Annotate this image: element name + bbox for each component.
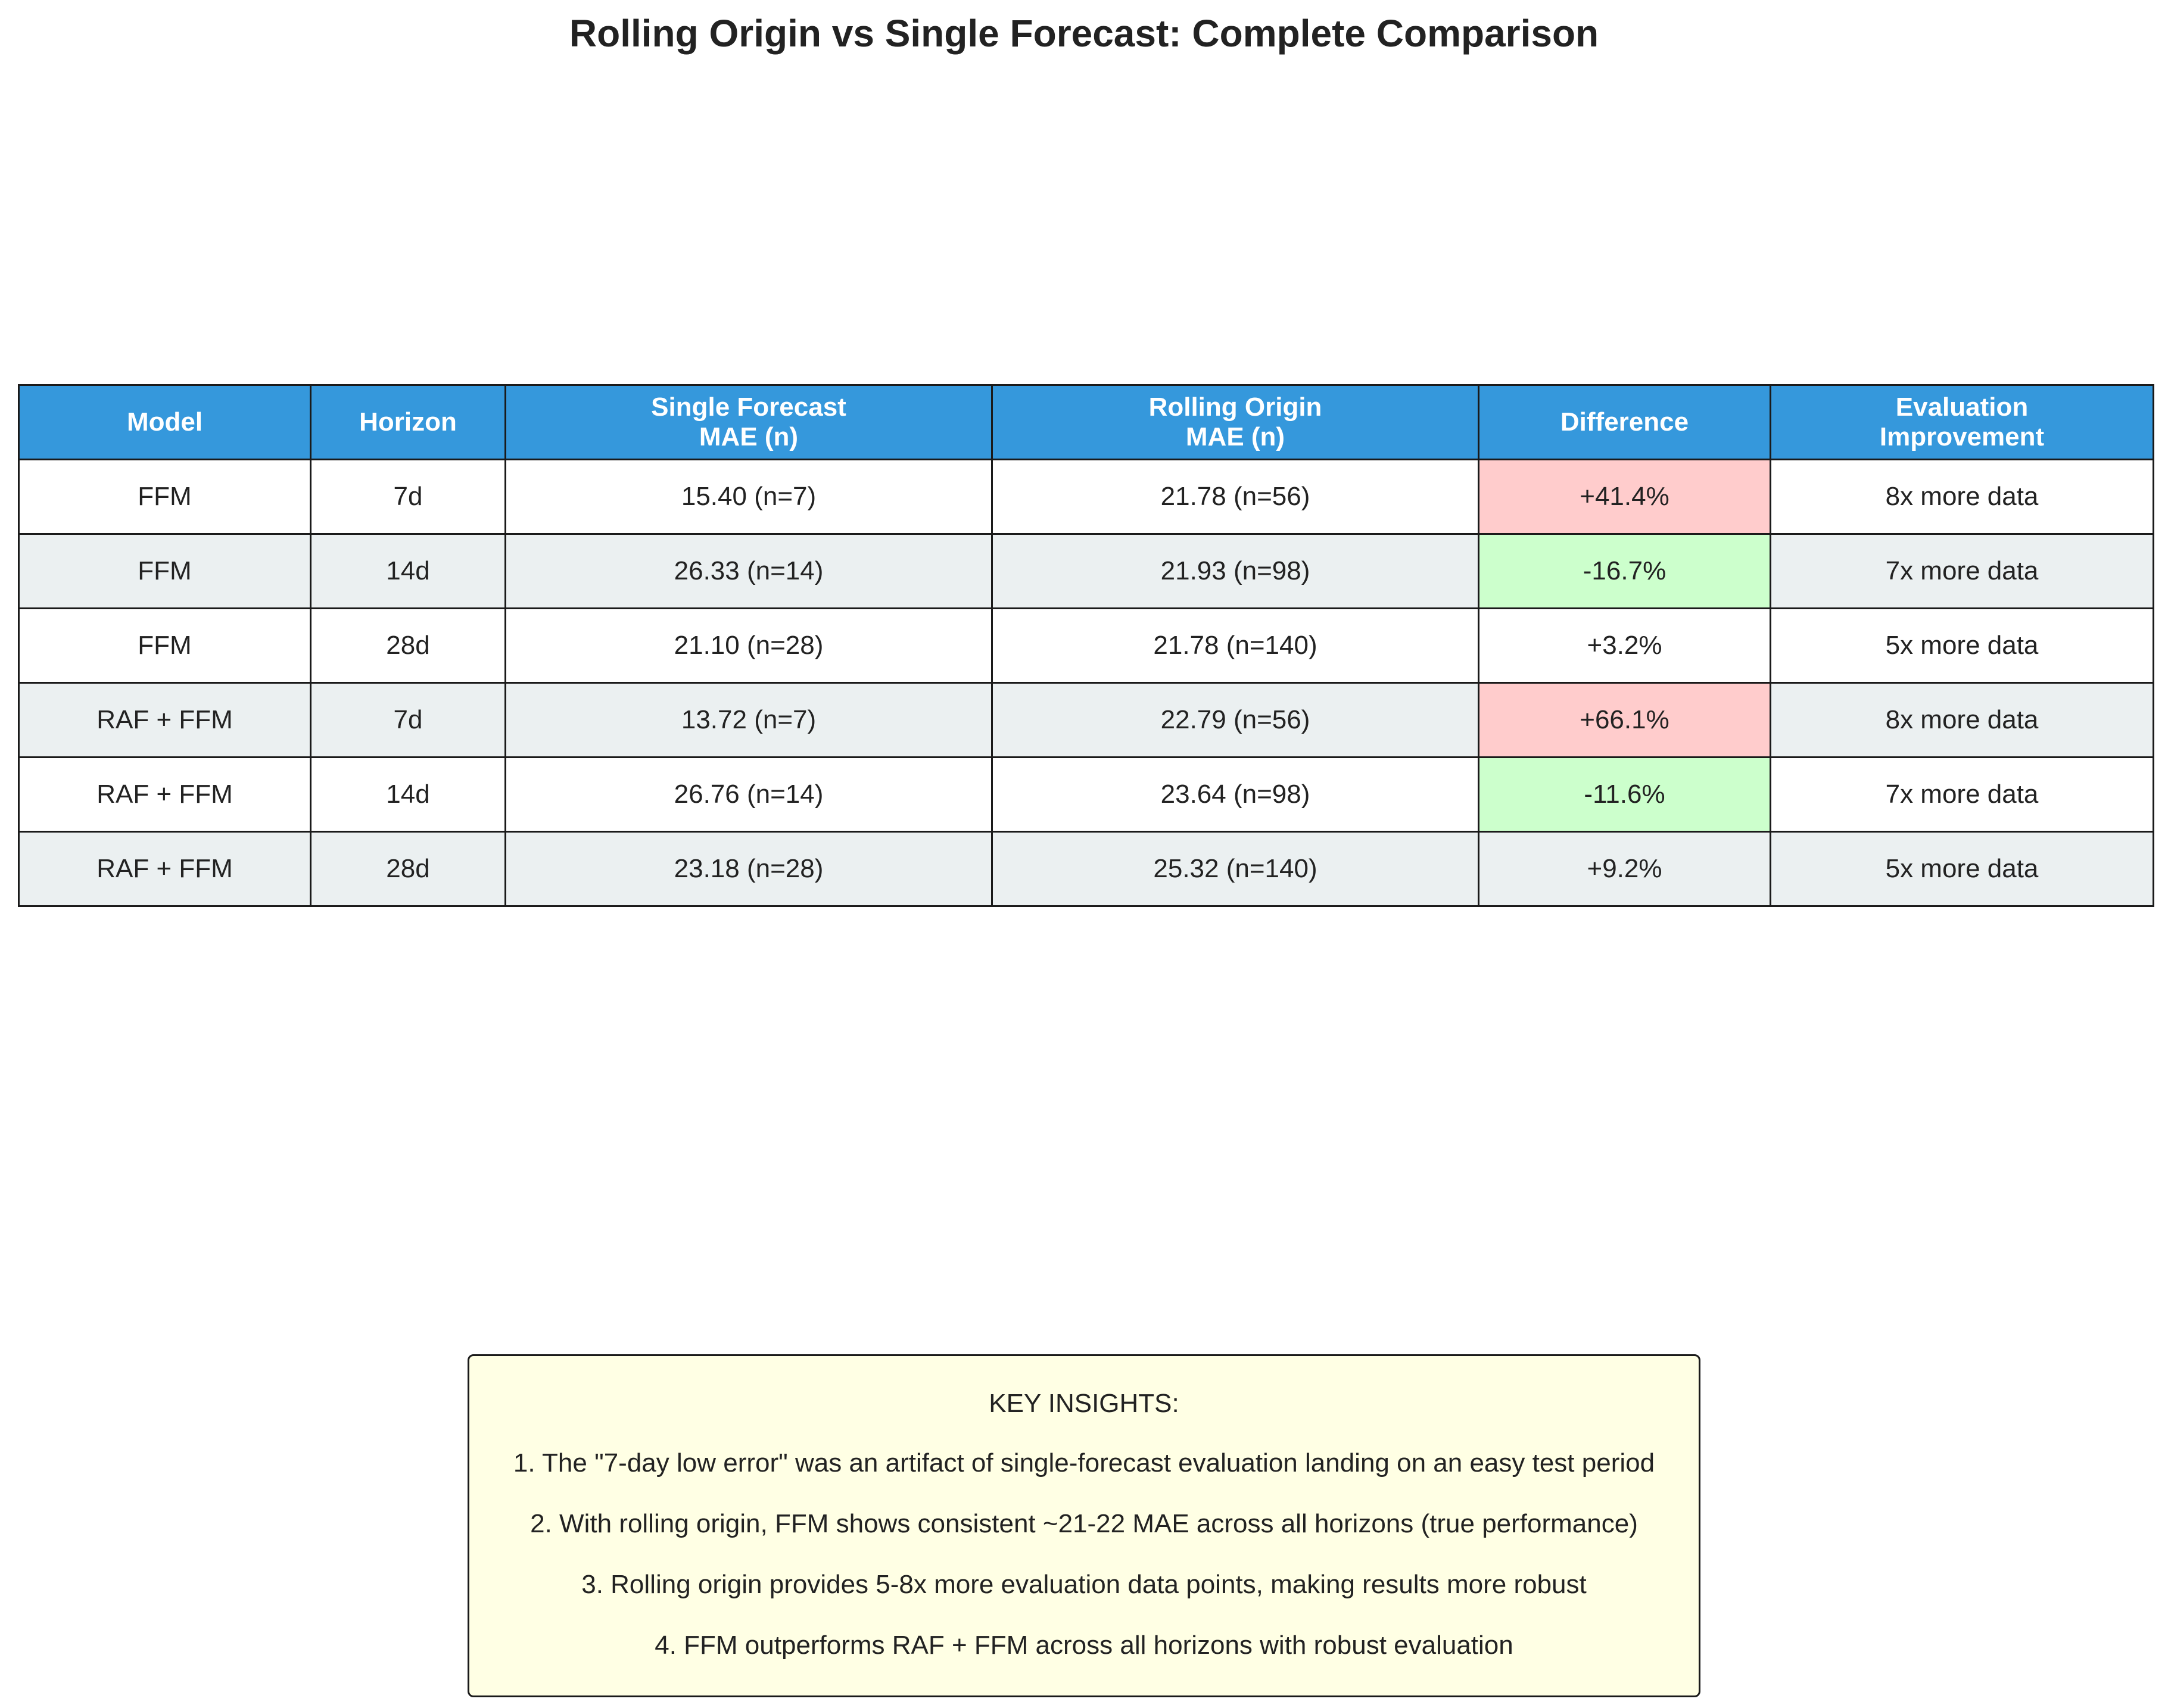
table-row (19, 758, 2154, 832)
table-header-row (19, 385, 2154, 460)
cell-horizon: 14d (311, 758, 506, 832)
cell-difference: +3.2% (1479, 609, 1771, 683)
insight-line-4: 4. FFM outperforms RAF + FFM across all horizons with robust evaluation (655, 1631, 1513, 1660)
cell-horizon: 7d (311, 683, 506, 758)
key-insights-heading: KEY INSIGHTS: (989, 1389, 1179, 1418)
cell-single-forecast-mae: 26.76 (n=14) (506, 758, 992, 832)
header-rolling-origin-mae: Rolling Origin MAE (n) (992, 385, 1479, 460)
header-evaluation-improvement: Evaluation Improvement (1771, 385, 2154, 460)
table-row (19, 832, 2154, 906)
cell-horizon: 7d (311, 460, 506, 534)
table-body (19, 460, 2154, 906)
cell-evaluation-improvement: 7x more data (1771, 758, 2154, 832)
cell-rolling-origin-mae: 21.93 (n=98) (992, 534, 1479, 609)
cell-rolling-origin-mae: 25.32 (n=140) (992, 832, 1479, 906)
cell-rolling-origin-mae: 23.64 (n=98) (992, 758, 1479, 832)
cell-model: RAF + FFM (19, 758, 311, 832)
cell-evaluation-improvement: 5x more data (1771, 609, 2154, 683)
table-row (19, 460, 2154, 534)
cell-model: RAF + FFM (19, 832, 311, 906)
cell-single-forecast-mae: 21.10 (n=28) (506, 609, 992, 683)
cell-single-forecast-mae: 15.40 (n=7) (506, 460, 992, 534)
cell-single-forecast-mae: 26.33 (n=14) (506, 534, 992, 609)
cell-rolling-origin-mae: 21.78 (n=140) (992, 609, 1479, 683)
header-model: Model (19, 385, 311, 460)
insight-line-1: 1. The "7-day low error" was an artifact of single-forecast evaluation landing on an easy test period (513, 1448, 1655, 1478)
key-insights-box (468, 1354, 1700, 1697)
cell-model: FFM (19, 609, 311, 683)
cell-rolling-origin-mae: 22.79 (n=56) (992, 683, 1479, 758)
cell-single-forecast-mae: 23.18 (n=28) (506, 832, 992, 906)
cell-evaluation-improvement: 8x more data (1771, 683, 2154, 758)
insight-line-2: 2. With rolling origin, FFM shows consistent ~21-22 MAE across all horizons (true performance) (530, 1509, 1638, 1538)
header-difference: Difference (1479, 385, 1771, 460)
cell-model: FFM (19, 460, 311, 534)
table-row (19, 534, 2154, 609)
cell-evaluation-improvement: 5x more data (1771, 832, 2154, 906)
comparison-table (18, 384, 2154, 907)
cell-difference: -16.7% (1479, 534, 1771, 609)
cell-difference: +9.2% (1479, 832, 1771, 906)
cell-horizon: 28d (311, 832, 506, 906)
cell-difference: -11.6% (1479, 758, 1771, 832)
header-horizon: Horizon (311, 385, 506, 460)
cell-difference: +66.1% (1479, 683, 1771, 758)
cell-evaluation-improvement: 8x more data (1771, 460, 2154, 534)
cell-model: FFM (19, 534, 311, 609)
cell-model: RAF + FFM (19, 683, 311, 758)
cell-difference: +41.4% (1479, 460, 1771, 534)
cell-evaluation-improvement: 7x more data (1771, 534, 2154, 609)
chart-title: Rolling Origin vs Single Forecast: Complete Comparison (569, 12, 1599, 55)
insight-line-3: 3. Rolling origin provides 5-8x more evaluation data points, making results more robust (581, 1570, 1587, 1599)
cell-horizon: 14d (311, 534, 506, 609)
cell-horizon: 28d (311, 609, 506, 683)
header-single-forecast-mae: Single Forecast MAE (n) (506, 385, 992, 460)
table-row (19, 683, 2154, 758)
table-row (19, 609, 2154, 683)
cell-single-forecast-mae: 13.72 (n=7) (506, 683, 992, 758)
cell-rolling-origin-mae: 21.78 (n=56) (992, 460, 1479, 534)
